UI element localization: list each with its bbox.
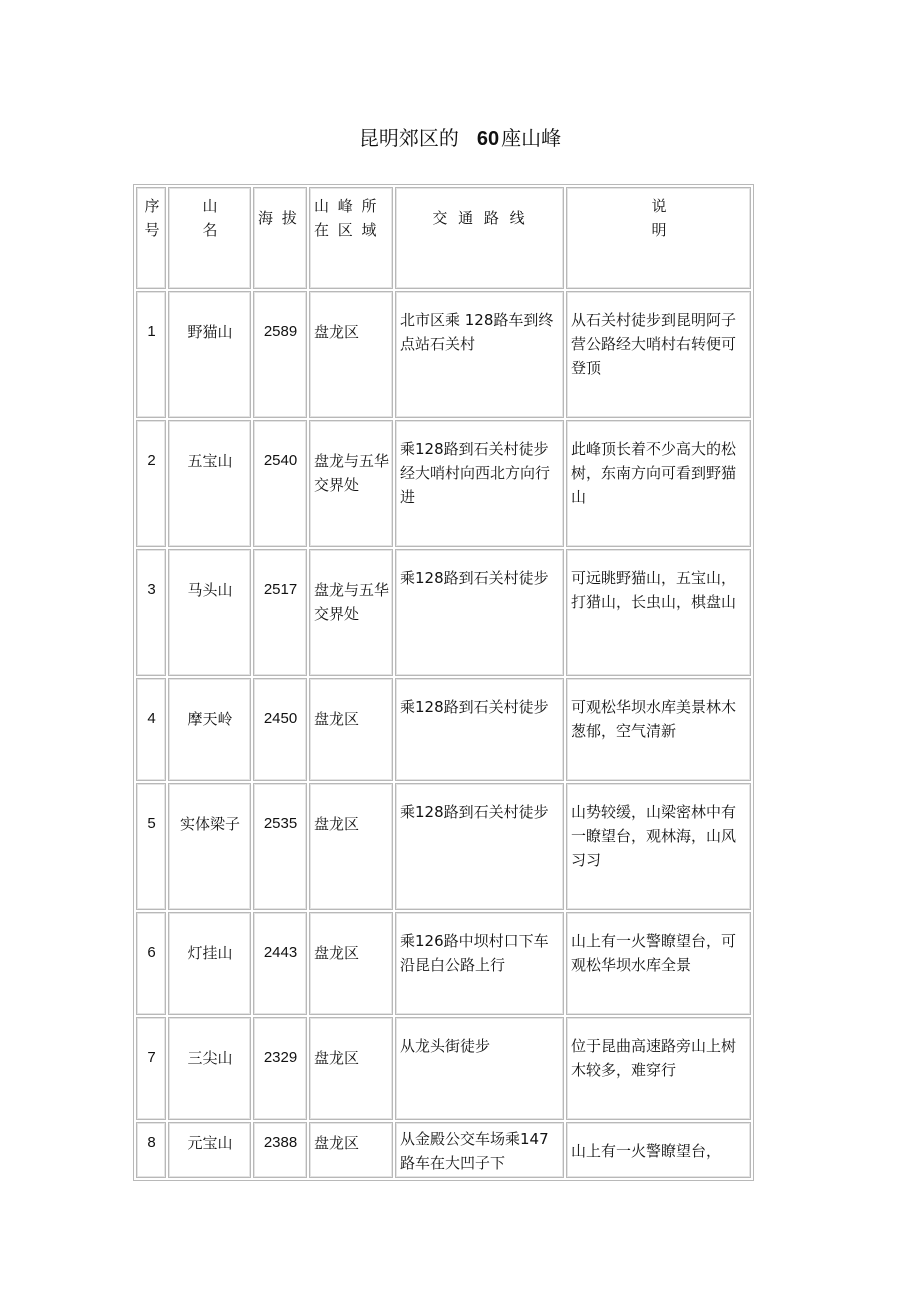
table-row (136, 420, 751, 547)
row-number: 8 (136, 1122, 166, 1178)
route-value: 从金殿公交车场乘147路车在大凹子下 (395, 1122, 564, 1178)
mountain-name: 三尖山 (168, 1017, 251, 1120)
title-number: 60 (476, 128, 500, 150)
mountain-table (133, 184, 754, 1181)
header-note: 说 明 (566, 187, 751, 289)
area-value: 盘龙区 (309, 783, 393, 910)
title-prefix: 昆明郊区的 (358, 126, 459, 150)
route-value: 乘126路中坝村口下车沿昆白公路上行 (395, 912, 564, 1015)
note-value: 山势较缓，山梁密林中有一瞭望台，观林海，山风习习 (566, 783, 751, 910)
table-row (136, 1122, 751, 1178)
area-value: 盘龙与五华交界处 (309, 549, 393, 676)
mountain-name: 五宝山 (168, 420, 251, 547)
header-row (136, 187, 751, 289)
row-number: 6 (136, 912, 166, 1015)
altitude-value: 2388 (253, 1122, 307, 1178)
table-row (136, 912, 751, 1015)
altitude-value: 2450 (253, 678, 307, 781)
row-number: 5 (136, 783, 166, 910)
mountain-name: 马头山 (168, 549, 251, 676)
note-value: 山上有一火警瞭望台， (566, 1122, 751, 1178)
mountain-name: 野猫山 (168, 291, 251, 418)
area-value: 盘龙区 (309, 291, 393, 418)
altitude-value: 2540 (253, 420, 307, 547)
row-number: 3 (136, 549, 166, 676)
header-route: 交 通 路 线 (395, 187, 564, 289)
row-number: 7 (136, 1017, 166, 1120)
route-value: 从龙头街徒步 (395, 1017, 564, 1120)
mountain-name: 元宝山 (168, 1122, 251, 1178)
title-suffix: 座山峰 (501, 126, 562, 150)
route-value: 乘128路到石关村徒步经大哨村向西北方向行进 (395, 420, 564, 547)
altitude-value: 2535 (253, 783, 307, 910)
table-row (136, 1017, 751, 1120)
table-row (136, 678, 751, 781)
area-value: 盘龙区 (309, 1017, 393, 1120)
area-value: 盘龙与五华交界处 (309, 420, 393, 547)
table-row (136, 549, 751, 676)
note-value: 山上有一火警瞭望台，可观松华坝水库全景 (566, 912, 751, 1015)
area-value: 盘龙区 (309, 1122, 393, 1178)
altitude-value: 2589 (253, 291, 307, 418)
altitude-value: 2443 (253, 912, 307, 1015)
mountain-name: 实体梁子 (168, 783, 251, 910)
route-value: 乘128路到石关村徒步 (395, 678, 564, 781)
row-number: 2 (136, 420, 166, 547)
route-value: 乘128路到石关村徒步 (395, 549, 564, 676)
route-value: 乘128路到石关村徒步 (395, 783, 564, 910)
area-value: 盘龙区 (309, 912, 393, 1015)
note-value: 从石关村徒步到昆明阿子营公路经大哨村右转便可登顶 (566, 291, 751, 418)
header-altitude: 海 拔 (253, 187, 307, 289)
row-number: 1 (136, 291, 166, 418)
mountain-name: 摩天岭 (168, 678, 251, 781)
area-value: 盘龙区 (309, 678, 393, 781)
note-value: 位于昆曲高速路旁山上树木较多，难穿行 (566, 1017, 751, 1120)
header-no: 序 号 (136, 187, 166, 289)
note-value: 此峰顶长着不少高大的松树，东南方向可看到野猫山 (566, 420, 751, 547)
route-value: 北市区乘 128路车到终点站石关村 (395, 291, 564, 418)
note-value: 可观松华坝水库美景林木葱郁，空气清新 (566, 678, 751, 781)
table-row (136, 291, 751, 418)
table-row (136, 783, 751, 910)
header-name: 山 名 (168, 187, 251, 289)
altitude-value: 2329 (253, 1017, 307, 1120)
row-number: 4 (136, 678, 166, 781)
note-value: 可远眺野猫山，五宝山，打猎山，长虫山，棋盘山 (566, 549, 751, 676)
header-area: 山 峰 所 在 区 域 (309, 187, 393, 289)
altitude-value: 2517 (253, 549, 307, 676)
page-title (0, 124, 920, 153)
mountain-name: 灯挂山 (168, 912, 251, 1015)
